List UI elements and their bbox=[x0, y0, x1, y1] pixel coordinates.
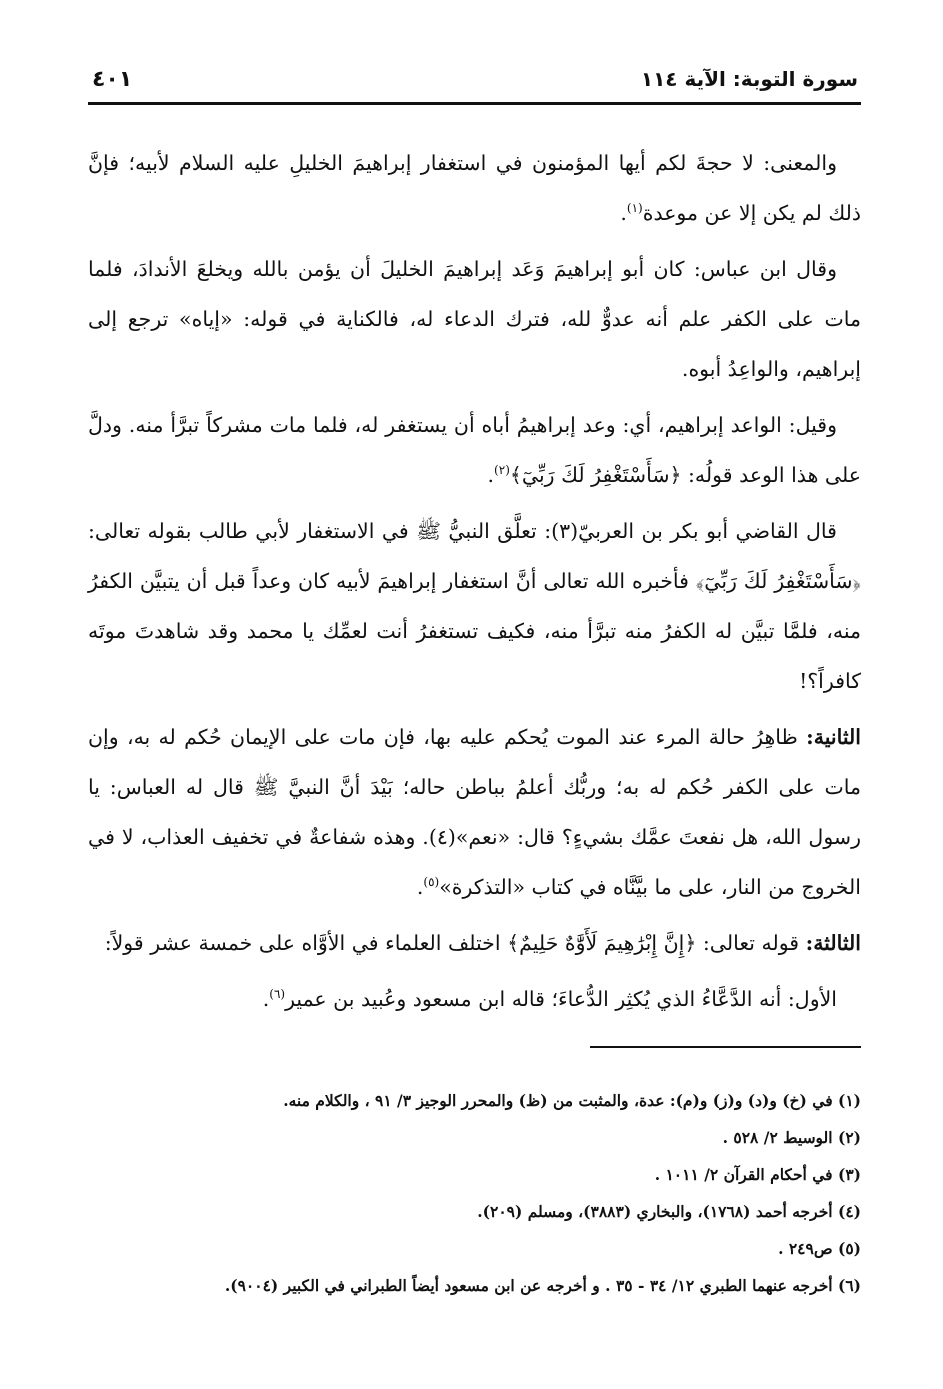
paragraph-tail: . bbox=[262, 987, 270, 1011]
footnote-ref: (٥) bbox=[423, 875, 440, 890]
paragraph-text: والمعنى: لا حجةَ لكم أيها المؤمنون في استغفار إبراهيمَ الخليلِ عليه السلام لأبيه؛ فإنَّ ذلك لم يكن إلا عن موعدة bbox=[88, 151, 861, 225]
paragraph-text: قوله تعالى: ﴿إِنَّ إِبْرَٰهِيمَ لَأَوَّٰهٌ حَلِيمٌ﴾ اختلف العلماء في الأوَّاه على خمسة عشر قولاً: bbox=[104, 931, 806, 955]
paragraph bbox=[88, 244, 861, 394]
paragraph-text: ظاهِرُ حالة المرء عند الموت يُحكم عليه بها، فإن مات على الإيمان حُكم له به، وإن مات على الكفر حُكم له به؛ وربُّك أعلمُ بباطن حاله؛ بَيْدَ أنَّ النبيَّ ﷺ قال له العباس: يا رسول الله، هل نفعتَ عمَّك بشيءٍ؟ قال: «نعم»(٤). وهذه شفاعةٌ في تخفيف العذاب، لا في الخروج من النار، على ما بيَّنَّاه في كتاب «التذكرة» bbox=[88, 725, 861, 899]
paragraph-text: وقال ابن عباس: كان أبو إبراهيمَ وَعَد إبراهيمَ الخليلَ أن يؤمن بالله ويخلعَ الأندادَ، فلما مات على الكفر علم أنه عدوٌّ لله، فترك الدعاء له، فالكناية في قوله: «إياه» ترجع إلى إبراهيم، والواعِدُ أبوه. bbox=[88, 257, 861, 381]
footnote: (٢) الوسيط ٢/ ٥٢٨ . bbox=[722, 1128, 861, 1147]
paragraph bbox=[88, 138, 861, 238]
footnotes bbox=[88, 1082, 861, 1304]
paragraph-text: قال القاضي أبو بكر بن العربيّ(٣): تعلَّق النبيُّ ﷺ في الاستغفار لأبي طالب بقوله تعالى: ﴿سَأَسْتَغْفِرُ لَكَ رَبِّيٓ﴾ فأخبره الله تعالى أنَّ استغفار إبراهيمَ لأبيه كان وعداً قبل أن يتبيَّن الكفرُ منه، فلمَّا تبيَّن له الكفرُ منه تبرَّأ منه، فكيف تستغفرُ أنت لعمِّك يا محمد وقد شاهدتَ موتَه كافراً؟! bbox=[88, 519, 861, 693]
paragraph-text: الأول: أنه الدَّعَّاءُ الذي يُكثِر الدُّعاءَ؛ قاله ابن مسعود وعُبيد بن عمير bbox=[285, 987, 837, 1011]
paragraph bbox=[88, 400, 861, 500]
header-rule bbox=[88, 102, 861, 105]
page-header bbox=[92, 62, 858, 96]
footnote-ref: (٦) bbox=[269, 987, 286, 1002]
paragraph-tail: . bbox=[620, 201, 627, 225]
footnote-ref: (٢) bbox=[494, 463, 510, 478]
paragraph bbox=[88, 918, 861, 968]
paragraph-tail: . bbox=[487, 463, 495, 487]
footnote: (١) في (خ) و(د) و(ز) و(م): عدة، والمثبت من (ظ) والمحرر الوجيز ٣/ ٩١ ، والكلام منه. bbox=[283, 1091, 861, 1110]
paragraph bbox=[88, 974, 861, 1024]
section-lead: الثانية: bbox=[806, 725, 861, 749]
section-lead: الثالثة: bbox=[805, 931, 861, 955]
main-text bbox=[88, 138, 861, 1030]
footnote-separator bbox=[590, 1046, 861, 1048]
paragraph-tail: . bbox=[416, 875, 424, 899]
footnote: (٤) أخرجه أحمد (١٧٦٨)، والبخاري (٣٨٨٣)، ومسلم (٢٠٩). bbox=[477, 1202, 861, 1221]
paragraph bbox=[88, 712, 861, 912]
footnote-ref: (١) bbox=[626, 201, 643, 216]
page-number: ٤٠١ bbox=[92, 66, 133, 92]
footnote: (٣) في أحكام القرآن ٢/ ١٠١١ . bbox=[654, 1165, 861, 1184]
footnote: (٥) ص٢٤٩ . bbox=[778, 1239, 861, 1258]
footnote: (٦) أخرجه عنهما الطبري ١٢/ ٣٤ - ٣٥ . و أخرجه عن ابن مسعود أيضاً الطبراني في الكبير (٩٠٠٤). bbox=[224, 1276, 861, 1295]
paragraph bbox=[88, 506, 861, 706]
paragraph-text: وقيل: الواعد إبراهيم، أي: وعد إبراهيمُ أباه أن يستغفر له، فلما مات مشركاً تبرَّأ منه. ودلَّ على هذا الوعد قولُه: ﴿سَأَسْتَغْفِرُ لَكَ رَبِّيٓ﴾ bbox=[88, 413, 861, 487]
surah-title: سورة التوبة: الآية ١١٤ bbox=[640, 67, 858, 91]
